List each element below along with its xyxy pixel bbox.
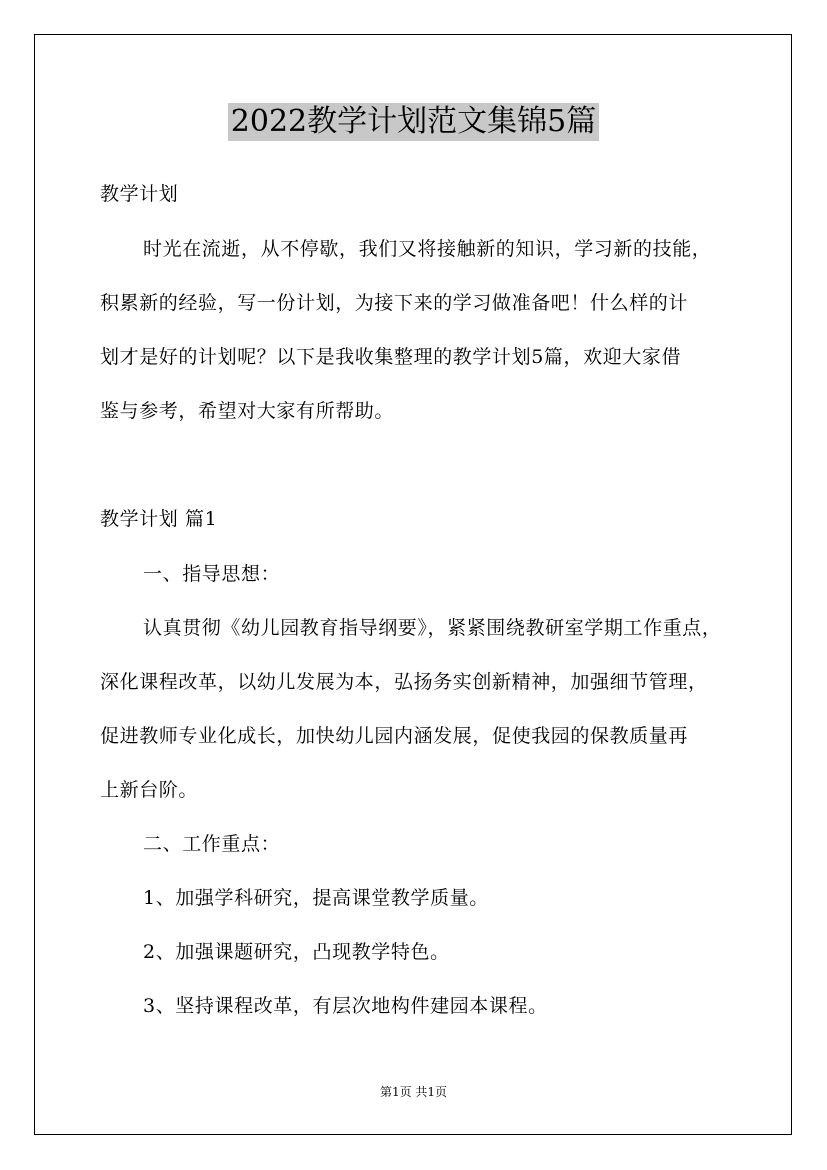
intro-line-4: 鉴与参考，希望对大家有所帮助。 [100,400,395,422]
focus-item-1: 1、加强学科研究，提高课堂教学质量。 [143,887,489,909]
intro-line-2: 积累新的经验，写一份计划，为接下来的学习做准备吧！什么样的计 [100,292,689,314]
guiding-line-4: 上新台阶。 [100,779,199,801]
focus-heading: 二、工作重点： [143,833,281,855]
part-heading: 教学计划 篇1 [100,508,218,530]
focus-item-3: 3、坚持课程改革，有层次地构件建园本课程。 [143,995,548,1017]
page-footer: 第1页 共1页 [379,1085,448,1099]
section-heading: 教学计划 [100,183,179,205]
intro-line-3: 划才是好的计划呢？以下是我收集整理的教学计划5篇，欢迎大家借 [100,346,682,368]
intro-line-1: 时光在流逝，从不停歇，我们又将接触新的知识，学习新的技能， [143,238,712,260]
guiding-line-2: 深化课程改革，以幼儿发展为本，弘扬务实创新精神，加强细节管理， [100,671,708,693]
focus-item-2: 2、加强课题研究，凸现教学特色。 [143,941,450,963]
title-container [0,103,827,141]
guiding-line-1: 认真贯彻《幼儿园教育指导纲要》，紧紧围绕教研室学期工作重点， [143,617,722,639]
document-title: 2022教学计划范文集锦5篇 [228,103,599,141]
guiding-heading: 一、指导思想： [143,563,281,585]
guiding-line-3: 促进教师专业化成长，加快幼儿园内涵发展，促使我园的保教质量再 [100,725,689,747]
